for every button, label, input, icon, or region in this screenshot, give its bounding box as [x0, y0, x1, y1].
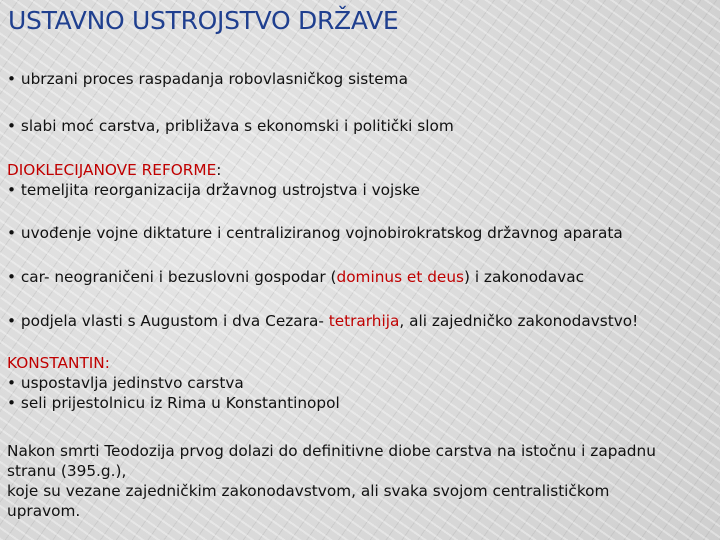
constantine-bullet-unity: • uspostavlja jedinstvo carstva [7, 374, 244, 392]
dominus-et-deus-term: dominus et deus [336, 268, 464, 286]
constantine-section [7, 353, 707, 413]
bullet-dictatorship: • uvođenje vojne diktature i centraliziranog vojnobirokratskog državnog aparata [7, 224, 623, 242]
constantine-bullet-capital: • seli prijestolnicu iz Rima u Konstantinopol [7, 394, 340, 412]
diocletian-colon: : [216, 161, 222, 179]
tetrarchy-term: tetrarhija [328, 312, 400, 330]
bullet-decline: • ubrzani proces raspadanja robovlasničkog sistema [7, 70, 408, 88]
diocletian-heading-line [7, 160, 707, 180]
emperor-text-pre: • car- neograničeni i bezuslovni gospodar ( [7, 268, 337, 286]
slide-title: USTAVNO USTROJSTVO DRŽAVE [8, 6, 399, 35]
final-line-2: stranu (395.g.), [7, 462, 127, 480]
diocletian-bullet: • temeljita reorganizacija državnog ustrojstva i vojske [7, 181, 420, 199]
final-line-1: Nakon smrti Teodozija prvog dolazi do definitivne diobe carstva na istočnu i zapadnu [7, 442, 656, 460]
emperor-text-post: ) i zakonodavac [463, 268, 584, 286]
constantine-heading: KONSTANTIN: [7, 354, 110, 372]
final-line-4: upravom. [7, 502, 81, 520]
diocletian-section [7, 160, 707, 200]
final-line-3: koje su vezane zajedničkim zakonodavstvom, ali svaka svojom centralističkom [7, 482, 610, 500]
tetrarchy-text-post: , ali zajedničko zakonodavstvo! [399, 312, 639, 330]
bullet-tetrarchy [7, 311, 707, 331]
bullet-weakening: • slabi moć carstva, približava s ekonomski i politički slom [7, 117, 454, 135]
diocletian-heading: DIOKLECIJANOVE REFORME [7, 161, 217, 179]
tetrarchy-text-pre: • podjela vlasti s Augustom i dva Cezara- [7, 312, 329, 330]
final-paragraph [7, 441, 707, 521]
bullet-emperor [7, 267, 707, 287]
